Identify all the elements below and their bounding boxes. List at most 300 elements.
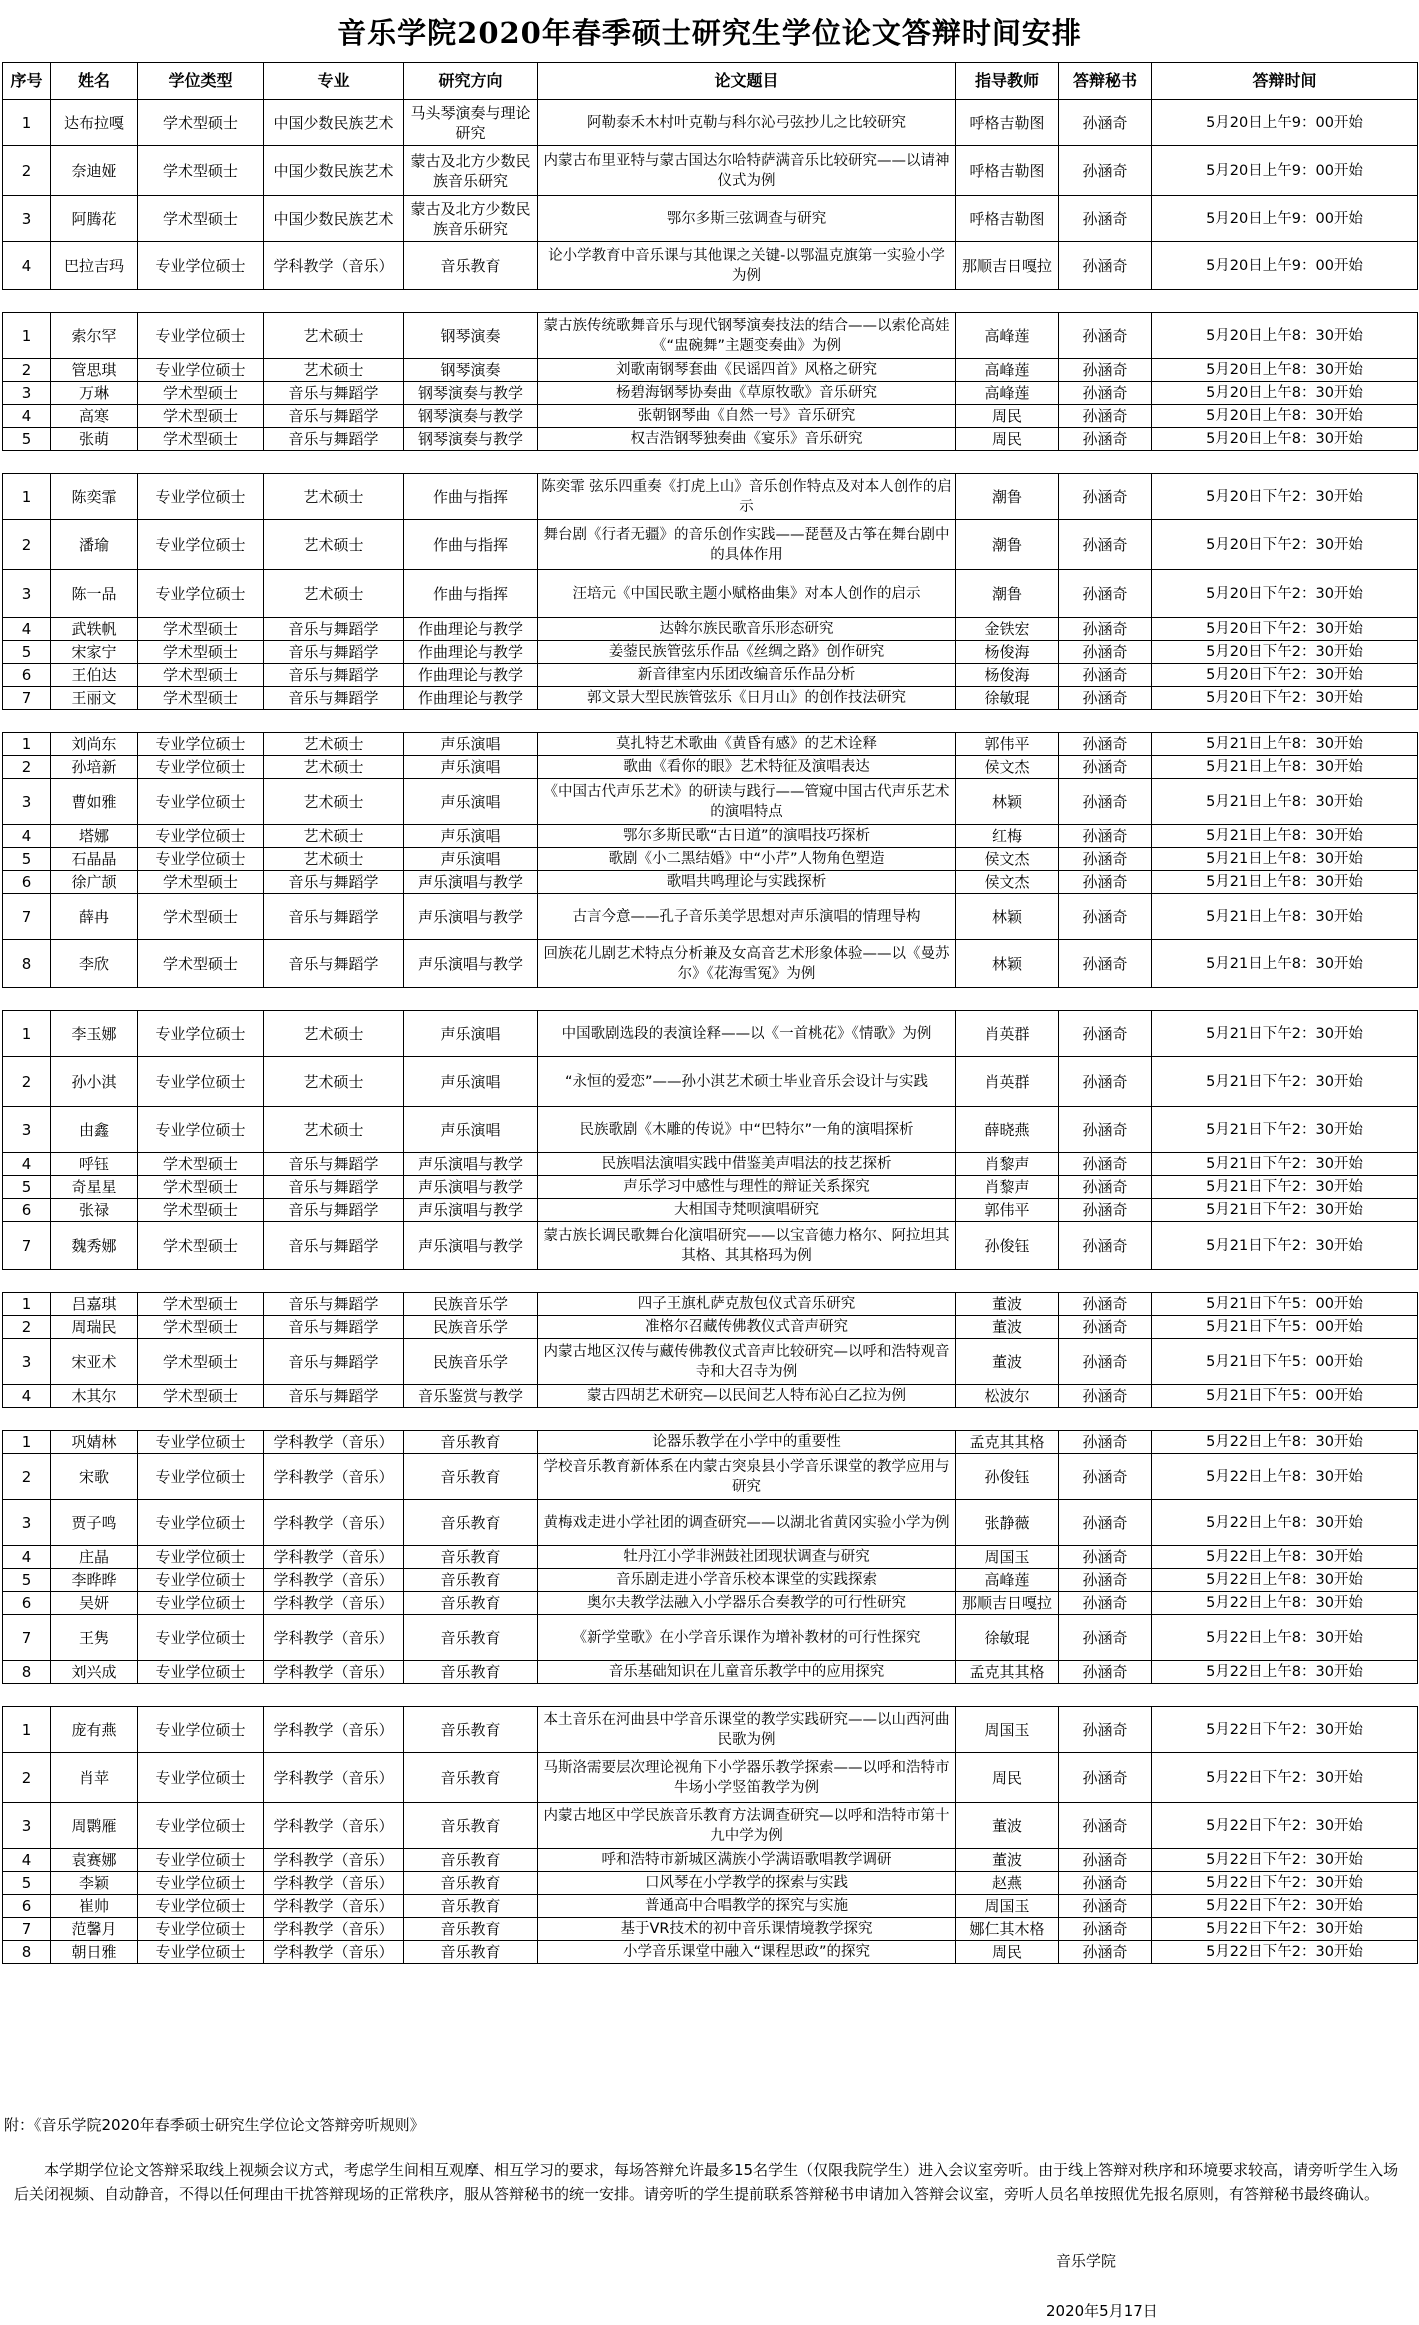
cell-degree-type: 专业学位硕士	[138, 1454, 264, 1500]
cell-student-name: 贾子鸣	[51, 1500, 138, 1546]
cell-secretary: 孙涵奇	[1059, 825, 1152, 848]
cell-defense-time: 5月21日下午5：00开始	[1152, 1293, 1418, 1316]
cell-defense-time: 5月21日上午8：30开始	[1152, 825, 1418, 848]
cell-secretary: 孙涵奇	[1059, 1918, 1152, 1941]
cell-research-direction: 声乐演唱与教学	[404, 1153, 538, 1176]
cell-advisor: 呼格吉勒图	[956, 100, 1059, 146]
cell-major: 中国少数民族艺术	[264, 196, 404, 242]
cell-research-direction: 音乐教育	[404, 1500, 538, 1546]
cell-secretary: 孙涵奇	[1059, 428, 1152, 451]
cell-advisor: 杨俊海	[956, 641, 1059, 664]
cell-defense-time: 5月22日上午8：30开始	[1152, 1431, 1418, 1454]
cell-major: 学科教学（音乐）	[264, 1941, 404, 1964]
cell-student-name: 陈奕霏	[51, 474, 138, 520]
cell-major: 艺术硕士	[264, 359, 404, 382]
cell-defense-time: 5月22日上午8：30开始	[1152, 1500, 1418, 1546]
cell-secretary: 孙涵奇	[1059, 1546, 1152, 1569]
cell-major: 艺术硕士	[264, 1107, 404, 1153]
table-row	[3, 871, 1418, 894]
cell-major: 艺术硕士	[264, 756, 404, 779]
cell-degree-type: 专业学位硕士	[138, 1707, 264, 1753]
table-row	[3, 1500, 1418, 1546]
cell-index: 4	[3, 1385, 51, 1408]
cell-advisor: 郭伟平	[956, 1199, 1059, 1222]
table-row	[3, 520, 1418, 570]
cell-advisor: 潮鲁	[956, 520, 1059, 570]
cell-defense-time: 5月22日下午2：30开始	[1152, 1918, 1418, 1941]
cell-student-name: 万琳	[51, 382, 138, 405]
cell-student-name: 朝日雅	[51, 1941, 138, 1964]
issue-date: 2020年5月17日	[1046, 2302, 1158, 2320]
cell-degree-type: 专业学位硕士	[138, 474, 264, 520]
cell-thesis-title: 新音律室内乐团改编音乐作品分析	[538, 664, 956, 687]
cell-thesis-title: 中国歌剧选段的表演诠释——以《一首桃花》《情歌》为例	[538, 1011, 956, 1057]
cell-secretary: 孙涵奇	[1059, 1385, 1152, 1408]
cell-student-name: 呼钰	[51, 1153, 138, 1176]
cell-thesis-title: 《新学堂歌》在小学音乐课作为增补教材的可行性探究	[538, 1615, 956, 1661]
cell-major: 音乐与舞蹈学	[264, 1199, 404, 1222]
cell-advisor: 孙俊钰	[956, 1454, 1059, 1500]
cell-defense-time: 5月21日下午2：30开始	[1152, 1057, 1418, 1107]
cell-defense-time: 5月22日上午8：30开始	[1152, 1569, 1418, 1592]
cell-thesis-title: 论器乐教学在小学中的重要性	[538, 1431, 956, 1454]
cell-defense-time: 5月22日上午8：30开始	[1152, 1454, 1418, 1500]
cell-thesis-title: 论小学教育中音乐课与其他课之关键-以鄂温克旗第一实验小学为例	[538, 242, 956, 290]
cell-advisor: 侯文杰	[956, 871, 1059, 894]
cell-student-name: 塔娜	[51, 825, 138, 848]
cell-major: 学科教学（音乐）	[264, 1661, 404, 1684]
cell-defense-time: 5月20日下午2：30开始	[1152, 664, 1418, 687]
table-row	[3, 242, 1418, 290]
cell-thesis-title: 口风琴在小学教学的探索与实践	[538, 1872, 956, 1895]
cell-degree-type: 学术型硕士	[138, 1222, 264, 1270]
group-separator	[3, 1684, 1418, 1707]
cell-research-direction: 音乐教育	[404, 1707, 538, 1753]
cell-defense-time: 5月22日下午2：30开始	[1152, 1849, 1418, 1872]
cell-index: 4	[3, 1153, 51, 1176]
cell-research-direction: 声乐演唱	[404, 1057, 538, 1107]
cell-degree-type: 学术型硕士	[138, 1339, 264, 1385]
cell-research-direction: 音乐教育	[404, 1615, 538, 1661]
cell-major: 音乐与舞蹈学	[264, 1385, 404, 1408]
cell-degree-type: 专业学位硕士	[138, 1431, 264, 1454]
cell-major: 音乐与舞蹈学	[264, 1339, 404, 1385]
cell-advisor: 孟克其其格	[956, 1431, 1059, 1454]
cell-secretary: 孙涵奇	[1059, 664, 1152, 687]
table-row	[3, 1222, 1418, 1270]
cell-defense-time: 5月21日下午2：30开始	[1152, 1199, 1418, 1222]
cell-advisor: 肖黎声	[956, 1153, 1059, 1176]
cell-degree-type: 学术型硕士	[138, 146, 264, 196]
cell-student-name: 周瑞民	[51, 1316, 138, 1339]
table-row	[3, 733, 1418, 756]
cell-major: 学科教学（音乐）	[264, 1918, 404, 1941]
separator-cell	[3, 1408, 1418, 1431]
cell-student-name: 武轶帆	[51, 618, 138, 641]
cell-student-name: 魏秀娜	[51, 1222, 138, 1270]
cell-student-name: 宋亚术	[51, 1339, 138, 1385]
cell-defense-time: 5月21日上午8：30开始	[1152, 756, 1418, 779]
cell-research-direction: 钢琴演奏与教学	[404, 405, 538, 428]
cell-research-direction: 作曲与指挥	[404, 520, 538, 570]
cell-research-direction: 声乐演唱与教学	[404, 1176, 538, 1199]
cell-advisor: 呼格吉勒图	[956, 146, 1059, 196]
table-row	[3, 1153, 1418, 1176]
cell-thesis-title: 声乐学习中感性与理性的辩证关系探究	[538, 1176, 956, 1199]
cell-degree-type: 专业学位硕士	[138, 1849, 264, 1872]
cell-research-direction: 声乐演唱	[404, 1107, 538, 1153]
cell-thesis-title: 四子王旗札萨克敖包仪式音乐研究	[538, 1293, 956, 1316]
group-separator	[3, 988, 1418, 1011]
cell-defense-time: 5月22日上午8：30开始	[1152, 1592, 1418, 1615]
group-separator	[3, 1270, 1418, 1293]
cell-major: 音乐与舞蹈学	[264, 1316, 404, 1339]
table-row	[3, 146, 1418, 196]
cell-research-direction: 音乐教育	[404, 1803, 538, 1849]
header-degree-type: 学位类型	[138, 63, 264, 100]
cell-research-direction: 音乐教育	[404, 1918, 538, 1941]
footer	[0, 2112, 1419, 2325]
table-row	[3, 100, 1418, 146]
cell-degree-type: 专业学位硕士	[138, 359, 264, 382]
cell-defense-time: 5月21日下午2：30开始	[1152, 1153, 1418, 1176]
cell-secretary: 孙涵奇	[1059, 733, 1152, 756]
table-row	[3, 570, 1418, 618]
cell-index: 5	[3, 1176, 51, 1199]
cell-degree-type: 专业学位硕士	[138, 756, 264, 779]
cell-degree-type: 学术型硕士	[138, 871, 264, 894]
cell-defense-time: 5月20日上午8：30开始	[1152, 359, 1418, 382]
cell-secretary: 孙涵奇	[1059, 1872, 1152, 1895]
defense-schedule-table	[2, 62, 1418, 1964]
cell-student-name: 孙培新	[51, 756, 138, 779]
cell-secretary: 孙涵奇	[1059, 196, 1152, 242]
cell-thesis-title: 小学音乐课堂中融入“课程思政”的探究	[538, 1941, 956, 1964]
cell-advisor: 董波	[956, 1316, 1059, 1339]
cell-secretary: 孙涵奇	[1059, 359, 1152, 382]
cell-major: 艺术硕士	[264, 313, 404, 359]
cell-major: 中国少数民族艺术	[264, 146, 404, 196]
cell-index: 4	[3, 618, 51, 641]
cell-index: 6	[3, 1199, 51, 1222]
cell-student-name: 宋歌	[51, 1454, 138, 1500]
cell-advisor: 张静薇	[956, 1500, 1059, 1546]
cell-degree-type: 学术型硕士	[138, 1385, 264, 1408]
header-secretary: 答辩秘书	[1059, 63, 1152, 100]
cell-research-direction: 民族音乐学	[404, 1293, 538, 1316]
cell-degree-type: 学术型硕士	[138, 618, 264, 641]
cell-secretary: 孙涵奇	[1059, 894, 1152, 940]
cell-thesis-title: 内蒙古布里亚特与蒙古国达尔哈特萨满音乐比较研究——以请神仪式为例	[538, 146, 956, 196]
cell-research-direction: 音乐教育	[404, 1431, 538, 1454]
table-row	[3, 1176, 1418, 1199]
separator-cell	[3, 451, 1418, 474]
cell-degree-type: 专业学位硕士	[138, 242, 264, 290]
cell-research-direction: 音乐教育	[404, 1454, 538, 1500]
cell-advisor: 周国玉	[956, 1707, 1059, 1753]
cell-thesis-title: 鄂尔多斯三弦调查与研究	[538, 196, 956, 242]
header-name: 姓名	[51, 63, 138, 100]
cell-research-direction: 钢琴演奏与教学	[404, 382, 538, 405]
cell-degree-type: 专业学位硕士	[138, 825, 264, 848]
cell-degree-type: 专业学位硕士	[138, 1592, 264, 1615]
cell-thesis-title: 蒙古族传统歌舞音乐与现代钢琴演奏技法的结合——以索伦高娃《“盅碗舞”主题变奏曲》为例	[538, 313, 956, 359]
cell-degree-type: 学术型硕士	[138, 428, 264, 451]
cell-advisor: 高峰莲	[956, 359, 1059, 382]
cell-student-name: 李玉娜	[51, 1011, 138, 1057]
cell-research-direction: 音乐鉴赏与教学	[404, 1385, 538, 1408]
cell-index: 1	[3, 1011, 51, 1057]
table-row	[3, 779, 1418, 825]
table-row	[3, 940, 1418, 988]
cell-secretary: 孙涵奇	[1059, 1153, 1152, 1176]
cell-major: 音乐与舞蹈学	[264, 940, 404, 988]
cell-index: 2	[3, 146, 51, 196]
cell-major: 学科教学（音乐）	[264, 1431, 404, 1454]
cell-research-direction: 钢琴演奏与教学	[404, 428, 538, 451]
cell-student-name: 高寒	[51, 405, 138, 428]
cell-student-name: 庄晶	[51, 1546, 138, 1569]
cell-index: 2	[3, 520, 51, 570]
cell-secretary: 孙涵奇	[1059, 871, 1152, 894]
cell-student-name: 肖苹	[51, 1753, 138, 1803]
cell-index: 3	[3, 1107, 51, 1153]
cell-degree-type: 专业学位硕士	[138, 1753, 264, 1803]
cell-thesis-title: 达斡尔族民歌音乐形态研究	[538, 618, 956, 641]
cell-degree-type: 专业学位硕士	[138, 1918, 264, 1941]
cell-defense-time: 5月22日下午2：30开始	[1152, 1941, 1418, 1964]
cell-defense-time: 5月22日下午2：30开始	[1152, 1895, 1418, 1918]
cell-student-name: 孙小淇	[51, 1057, 138, 1107]
table-row	[3, 1057, 1418, 1107]
cell-thesis-title: 内蒙古地区中学民族音乐教育方法调查研究—以呼和浩特市第十九中学为例	[538, 1803, 956, 1849]
cell-student-name: 木其尔	[51, 1385, 138, 1408]
cell-thesis-title: 大相国寺梵呗演唱研究	[538, 1199, 956, 1222]
cell-index: 2	[3, 1057, 51, 1107]
table-row	[3, 1895, 1418, 1918]
cell-secretary: 孙涵奇	[1059, 100, 1152, 146]
cell-advisor: 周民	[956, 1753, 1059, 1803]
cell-student-name: 崔帅	[51, 1895, 138, 1918]
cell-student-name: 巩婧林	[51, 1431, 138, 1454]
cell-student-name: 由鑫	[51, 1107, 138, 1153]
cell-degree-type: 专业学位硕士	[138, 733, 264, 756]
cell-secretary: 孙涵奇	[1059, 779, 1152, 825]
group-separator	[3, 290, 1418, 313]
cell-advisor: 周民	[956, 405, 1059, 428]
cell-student-name: 王丽文	[51, 687, 138, 710]
cell-secretary: 孙涵奇	[1059, 1339, 1152, 1385]
cell-student-name: 奈迪娅	[51, 146, 138, 196]
cell-research-direction: 马头琴演奏与理论研究	[404, 100, 538, 146]
cell-research-direction: 民族音乐学	[404, 1339, 538, 1385]
cell-defense-time: 5月21日下午2：30开始	[1152, 1222, 1418, 1270]
cell-thesis-title: 奥尔夫教学法融入小学器乐合奏教学的可行性研究	[538, 1592, 956, 1615]
cell-thesis-title: 回族花儿剧艺术特点分析兼及女高音艺术形象体验——以《曼苏尔》《花海雪冤》为例	[538, 940, 956, 988]
cell-secretary: 孙涵奇	[1059, 848, 1152, 871]
table-row	[3, 664, 1418, 687]
cell-student-name: 陈一品	[51, 570, 138, 618]
cell-research-direction: 音乐教育	[404, 1753, 538, 1803]
cell-research-direction: 声乐演唱	[404, 825, 538, 848]
cell-thesis-title: 马斯洛需要层次理论视角下小学器乐教学探索——以呼和浩特市牛场小学竖笛教学为例	[538, 1753, 956, 1803]
cell-degree-type: 专业学位硕士	[138, 779, 264, 825]
cell-major: 学科教学（音乐）	[264, 1849, 404, 1872]
table-row	[3, 1615, 1418, 1661]
cell-defense-time: 5月22日上午8：30开始	[1152, 1661, 1418, 1684]
cell-secretary: 孙涵奇	[1059, 570, 1152, 618]
cell-advisor: 肖英群	[956, 1057, 1059, 1107]
cell-major: 音乐与舞蹈学	[264, 664, 404, 687]
cell-secretary: 孙涵奇	[1059, 1941, 1152, 1964]
cell-advisor: 董波	[956, 1803, 1059, 1849]
table-row	[3, 825, 1418, 848]
cell-thesis-title: 学校音乐教育新体系在内蒙古突泉县小学音乐课堂的教学应用与研究	[538, 1454, 956, 1500]
cell-secretary: 孙涵奇	[1059, 618, 1152, 641]
cell-student-name: 曹如雅	[51, 779, 138, 825]
cell-thesis-title: 民族歌剧《木雕的传说》中“巴特尔”一角的演唱探析	[538, 1107, 956, 1153]
cell-major: 音乐与舞蹈学	[264, 405, 404, 428]
cell-major: 学科教学（音乐）	[264, 1454, 404, 1500]
table-row	[3, 848, 1418, 871]
cell-advisor: 侯文杰	[956, 756, 1059, 779]
cell-research-direction: 音乐教育	[404, 1872, 538, 1895]
cell-advisor: 周民	[956, 428, 1059, 451]
table-row	[3, 1339, 1418, 1385]
cell-secretary: 孙涵奇	[1059, 242, 1152, 290]
cell-thesis-title: 古言今意——孔子音乐美学思想对声乐演唱的情理导构	[538, 894, 956, 940]
cell-secretary: 孙涵奇	[1059, 313, 1152, 359]
cell-advisor: 高峰莲	[956, 313, 1059, 359]
cell-advisor: 金铁宏	[956, 618, 1059, 641]
cell-degree-type: 专业学位硕士	[138, 1661, 264, 1684]
cell-research-direction: 民族音乐学	[404, 1316, 538, 1339]
cell-thesis-title: 牡丹江小学非洲鼓社团现状调查与研究	[538, 1546, 956, 1569]
cell-defense-time: 5月21日下午5：00开始	[1152, 1316, 1418, 1339]
audit-rules-text: 本学期学位论文答辩采取线上视频会议方式，考虑学生间相互观摩、相互学习的要求，每场答辩允许最多15名学生（仅限我院学生）进入会议室旁听。由于线上答辩对秩序和环境要求较高，请旁听学生入场后关闭视频、自动静音，不得以任何理由干扰答辩现场的正常秩序，服从答辩秘书的统一安排。请旁听的学生提前联系答辩秘书申请加入答辩会议室，旁听人员名单按照优先报名原则，有答辩秘书最终确认。	[14, 2161, 1399, 2203]
cell-degree-type: 专业学位硕士	[138, 848, 264, 871]
cell-index: 7	[3, 1222, 51, 1270]
cell-degree-type: 专业学位硕士	[138, 570, 264, 618]
cell-secretary: 孙涵奇	[1059, 1707, 1152, 1753]
cell-defense-time: 5月20日上午8：30开始	[1152, 382, 1418, 405]
cell-research-direction: 声乐演唱	[404, 756, 538, 779]
cell-degree-type: 学术型硕士	[138, 1293, 264, 1316]
cell-defense-time: 5月21日上午8：30开始	[1152, 779, 1418, 825]
cell-major: 音乐与舞蹈学	[264, 687, 404, 710]
cell-thesis-title: 汪培元《中国民歌主题小赋格曲集》对本人创作的启示	[538, 570, 956, 618]
table-row	[3, 687, 1418, 710]
cell-major: 音乐与舞蹈学	[264, 1222, 404, 1270]
cell-advisor: 林颖	[956, 894, 1059, 940]
cell-defense-time: 5月21日上午8：30开始	[1152, 871, 1418, 894]
cell-defense-time: 5月21日上午8：30开始	[1152, 940, 1418, 988]
cell-advisor: 林颖	[956, 779, 1059, 825]
cell-advisor: 赵燕	[956, 1872, 1059, 1895]
cell-major: 艺术硕士	[264, 1057, 404, 1107]
cell-defense-time: 5月20日下午2：30开始	[1152, 520, 1418, 570]
cell-thesis-title: 莫扎特艺术歌曲《黄昏有感》的艺术诠释	[538, 733, 956, 756]
cell-research-direction: 音乐教育	[404, 1592, 538, 1615]
cell-secretary: 孙涵奇	[1059, 1661, 1152, 1684]
cell-secretary: 孙涵奇	[1059, 1569, 1152, 1592]
cell-student-name: 王隽	[51, 1615, 138, 1661]
cell-defense-time: 5月22日下午2：30开始	[1152, 1872, 1418, 1895]
cell-research-direction: 声乐演唱	[404, 733, 538, 756]
cell-major: 音乐与舞蹈学	[264, 1176, 404, 1199]
cell-research-direction: 作曲与指挥	[404, 570, 538, 618]
cell-research-direction: 声乐演唱	[404, 848, 538, 871]
table-row	[3, 641, 1418, 664]
cell-advisor: 侯文杰	[956, 848, 1059, 871]
cell-index: 1	[3, 1431, 51, 1454]
table-row	[3, 1385, 1418, 1408]
cell-degree-type: 学术型硕士	[138, 100, 264, 146]
cell-defense-time: 5月21日下午2：30开始	[1152, 1176, 1418, 1199]
cell-student-name: 薛冉	[51, 894, 138, 940]
cell-index: 7	[3, 1615, 51, 1661]
cell-secretary: 孙涵奇	[1059, 641, 1152, 664]
cell-index: 1	[3, 100, 51, 146]
cell-research-direction: 音乐教育	[404, 1546, 538, 1569]
cell-major: 音乐与舞蹈学	[264, 894, 404, 940]
issuing-organization: 音乐学院	[1056, 2252, 1117, 2270]
cell-research-direction: 音乐教育	[404, 242, 538, 290]
table-row	[3, 1803, 1418, 1849]
cell-advisor: 孙俊钰	[956, 1222, 1059, 1270]
cell-index: 3	[3, 1500, 51, 1546]
cell-major: 学科教学（音乐）	[264, 1753, 404, 1803]
cell-advisor: 呼格吉勒图	[956, 196, 1059, 242]
table-row	[3, 1707, 1418, 1753]
table-body	[3, 100, 1418, 1964]
cell-student-name: 达布拉嘎	[51, 100, 138, 146]
cell-advisor: 肖黎声	[956, 1176, 1059, 1199]
cell-index: 7	[3, 894, 51, 940]
cell-advisor: 周民	[956, 1941, 1059, 1964]
cell-secretary: 孙涵奇	[1059, 1753, 1152, 1803]
cell-defense-time: 5月20日上午8：30开始	[1152, 428, 1418, 451]
cell-index: 4	[3, 405, 51, 428]
cell-degree-type: 学术型硕士	[138, 1316, 264, 1339]
cell-defense-time: 5月20日下午2：30开始	[1152, 641, 1418, 664]
table-row	[3, 382, 1418, 405]
cell-research-direction: 声乐演唱与教学	[404, 940, 538, 988]
table-row	[3, 196, 1418, 242]
cell-defense-time: 5月21日下午2：30开始	[1152, 1011, 1418, 1057]
cell-secretary: 孙涵奇	[1059, 1057, 1152, 1107]
cell-thesis-title: 音乐基础知识在儿童音乐教学中的应用探究	[538, 1661, 956, 1684]
cell-major: 艺术硕士	[264, 570, 404, 618]
cell-student-name: 张萌	[51, 428, 138, 451]
table-row	[3, 894, 1418, 940]
cell-major: 学科教学（音乐）	[264, 242, 404, 290]
cell-thesis-title: 蒙古族长调民歌舞台化演唱研究——以宝音德力格尔、阿拉坦其其格、其其格玛为例	[538, 1222, 956, 1270]
cell-research-direction: 钢琴演奏	[404, 313, 538, 359]
cell-student-name: 吕嘉琪	[51, 1293, 138, 1316]
cell-degree-type: 学术型硕士	[138, 1153, 264, 1176]
cell-advisor: 那顺吉日嘎拉	[956, 242, 1059, 290]
cell-student-name: 范馨月	[51, 1918, 138, 1941]
cell-major: 音乐与舞蹈学	[264, 428, 404, 451]
cell-index: 2	[3, 359, 51, 382]
cell-major: 艺术硕士	[264, 848, 404, 871]
cell-index: 5	[3, 848, 51, 871]
cell-advisor: 杨俊海	[956, 664, 1059, 687]
header-thesis-title: 论文题目	[538, 63, 956, 100]
cell-secretary: 孙涵奇	[1059, 1431, 1152, 1454]
group-separator	[3, 1408, 1418, 1431]
